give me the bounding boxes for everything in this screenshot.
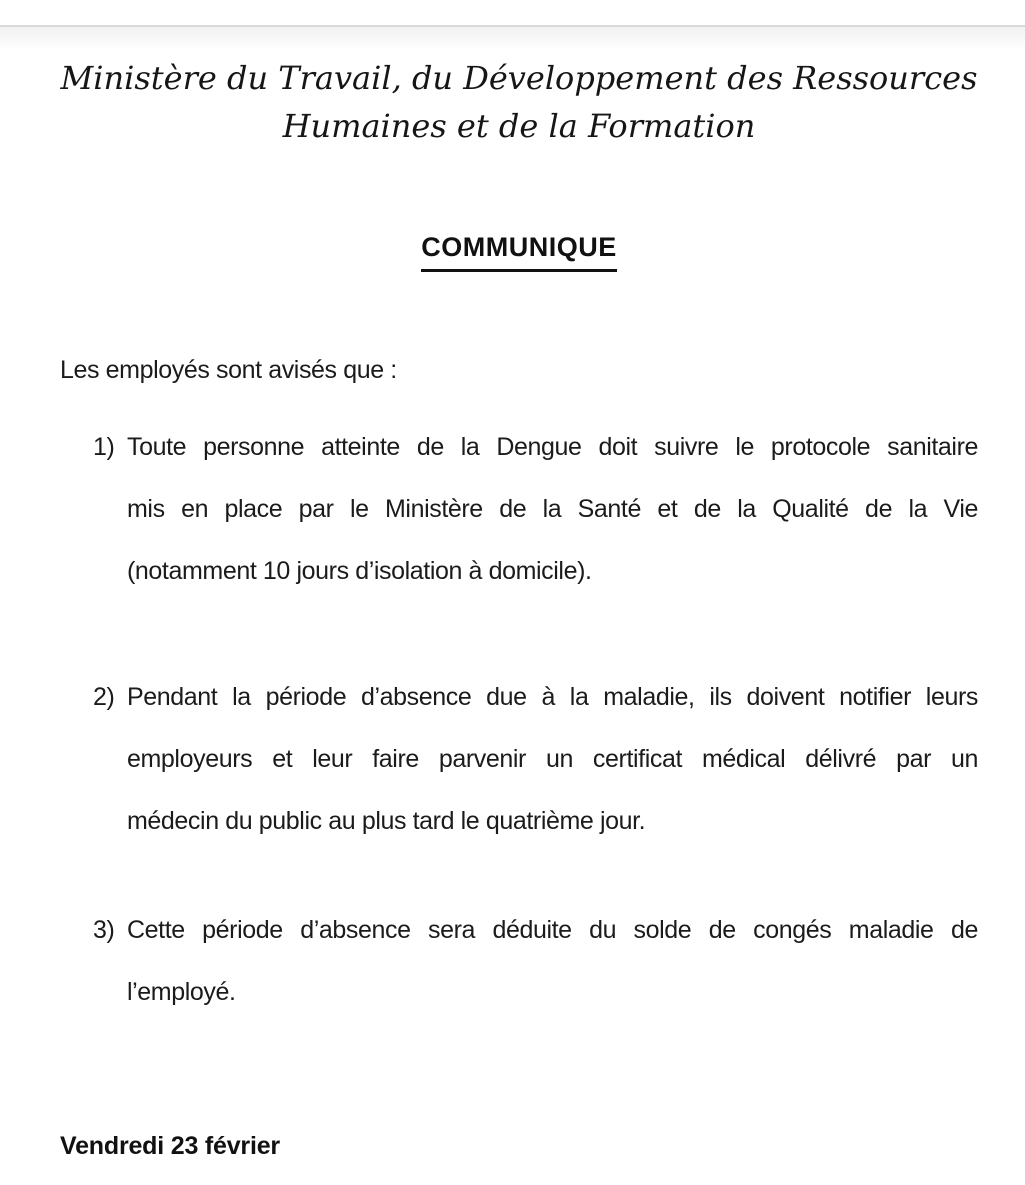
list-item-1-line1: Toute personne atteinte de la Dengue doit suivre le protocole sanitaire [127, 433, 978, 461]
list-item-3-number: 3) [93, 916, 115, 944]
ministry-title-line2: Humaines et de la Formation [282, 107, 756, 145]
ministry-title [60, 54, 978, 150]
list-item-1 [60, 416, 978, 602]
list-item-2-line1: Pendant la période d’absence due à la maladie, ils doivent notifier leurs [127, 683, 978, 711]
communique-heading-text: COMMUNIQUE [421, 232, 617, 272]
list-item-3 [60, 899, 978, 1023]
intro-text: Les employés sont avisés que : [60, 356, 397, 384]
list-item-3-line1: Cette période d’absence sera déduite du solde de congés maladie de [127, 916, 978, 944]
list-item-3-line2: l’employé. [127, 978, 236, 1006]
ministry-title-line1: Ministère du Travail, du Développement des Ressources [60, 59, 978, 97]
document-date: Vendredi 23 février [60, 1132, 280, 1160]
list-item-2-line3: médecin du public au plus tard le quatrième jour. [127, 807, 646, 835]
list-item-2-line2: employeurs et leur faire parvenir un certificat médical délivré par un [127, 745, 978, 773]
list-item-1-line2: mis en place par le Ministère de la Santé et de la Qualité de la Vie [127, 495, 978, 523]
list-item-2 [60, 666, 978, 852]
list-item-1-number: 1) [93, 433, 115, 461]
communique-heading [60, 227, 978, 272]
list-item-1-line3: (notamment 10 jours d’isolation à domicile). [127, 557, 592, 585]
list-item-2-number: 2) [93, 683, 115, 711]
